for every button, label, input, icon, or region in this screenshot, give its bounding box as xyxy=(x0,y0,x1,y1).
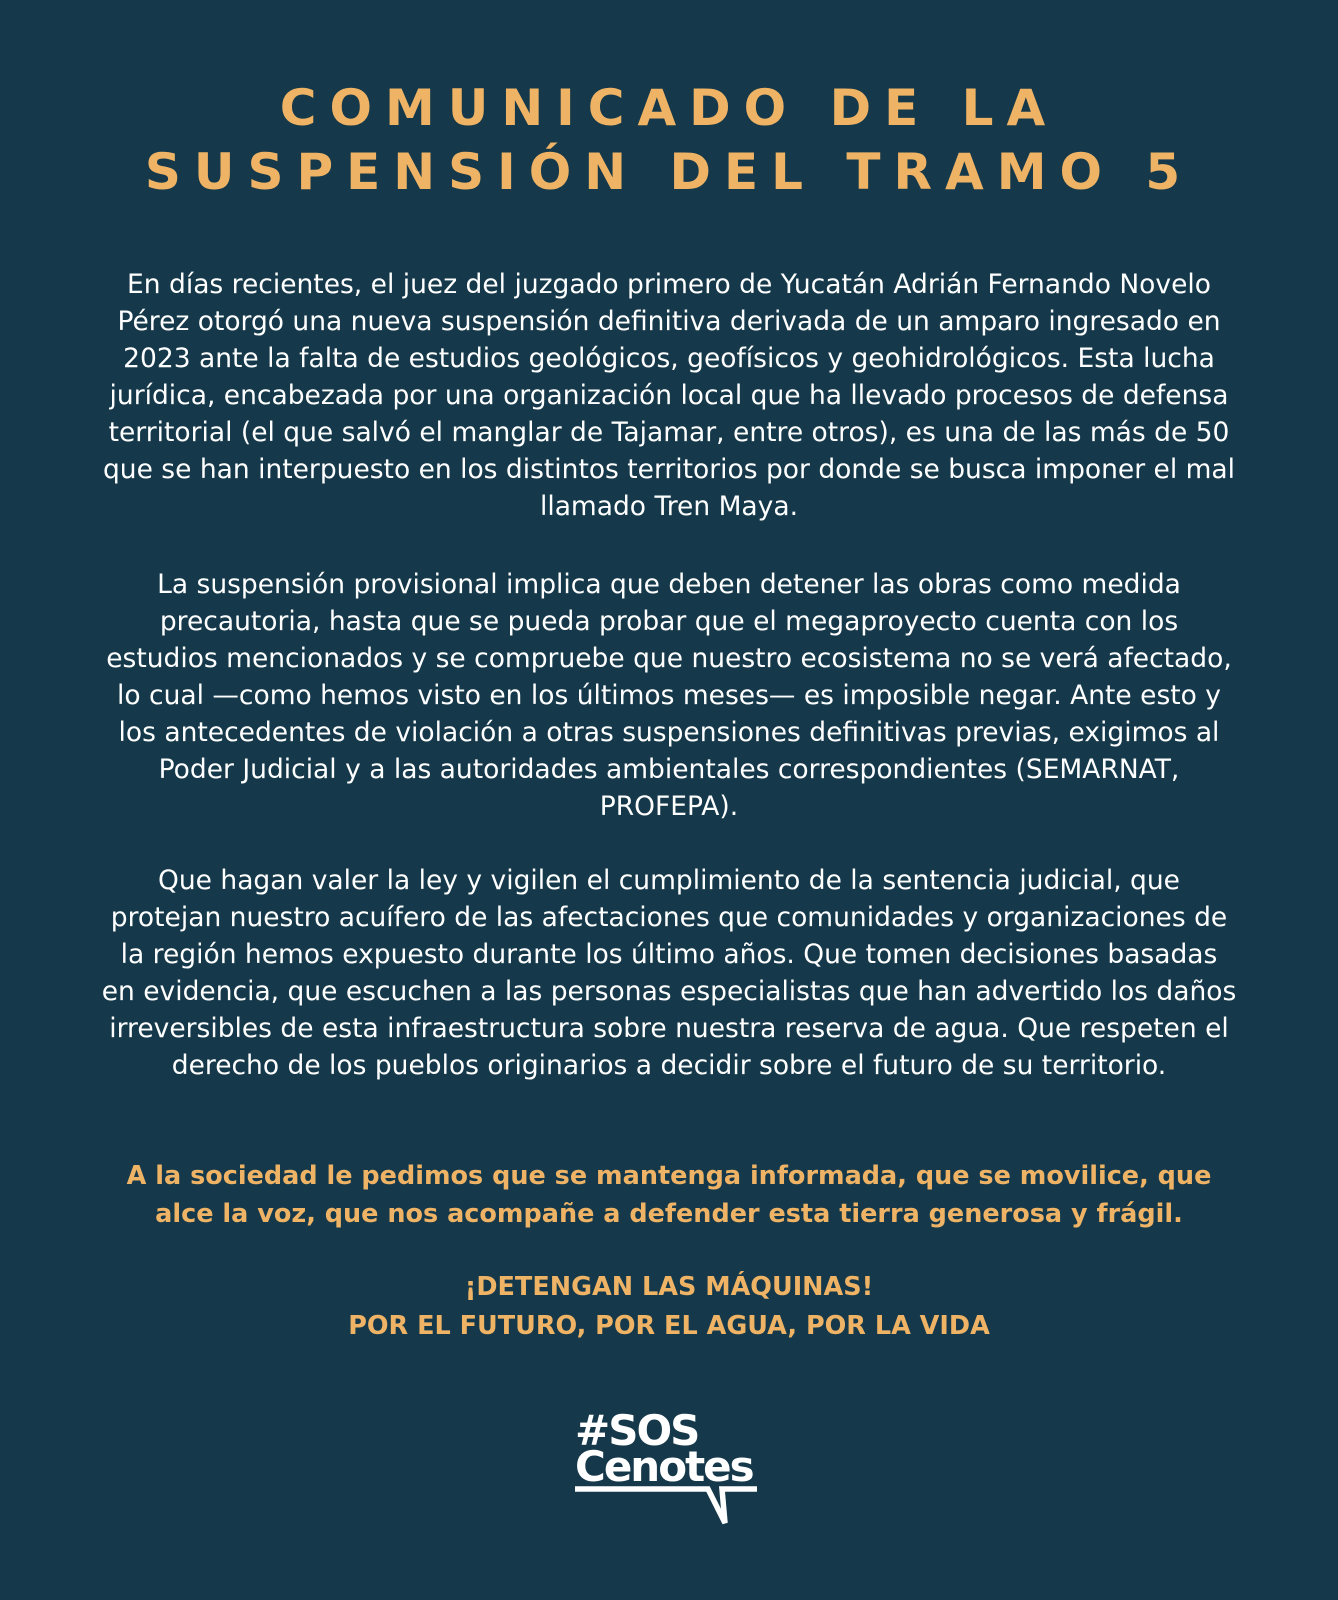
logo-line-1: #SOS xyxy=(575,1406,699,1455)
slogan-line-1: ¡DETENGAN LAS MÁQUINAS! xyxy=(464,1272,874,1302)
paragraph-3: Que hagan valer la ley y vigilen el cumplimiento de la sentencia judicial, que protejan nuestro acuífero de las afectaciones que comunidades y organizaciones de la región hemos expuesto durante los último años. Que tomen decisiones basadas en evidencia, que escuchen a las personas especialistas que han advertido los daños irreversibles de esta infraestructura sobre nuestra reserva de agua. Que respeten el derecho de los pueblos originarios a decidir sobre el futuro de su territorio. xyxy=(101,865,1237,1081)
paragraph-1: En días recientes, el juez del juzgado primero de Yucatán Adrián Fernando Novelo Pérez otorgó una nueva suspensión definitiva derivada de un amparo ingresado en 2023 ante la falta de estudios geológicos, geofísicos y geohidrológicos. Esta lucha jurídica, encabezada por una organización local que ha llevado procesos de defensa territorial (el que salvó el manglar de Tajamar, entre otros), es una de las más de 50 que se han interpuesto en los distintos territorios por donde se busca imponer el mal llamado Tren Maya. xyxy=(102,269,1236,522)
page-title xyxy=(0,76,1338,204)
call-to-society: A la sociedad le pedimos que se mantenga informada, que se movilice, que alce la voz, que nos acompañe a defender esta tierra generosa y frágil. xyxy=(126,1161,1212,1229)
paragraph-2: La suspensión provisional implica que deben detener las obras como medida precautoria, hasta que se pueda probar que el megaproyecto cuenta con los estudios mencionados y se compruebe que nuestro ecosistema no se verá afectado, lo cual —como hemos visto en los últimos meses— es imposible negar. Ante esto y los antecedentes de violación a otras suspensiones definitivas previas, exigimos al Poder Judicial y a las autoridades ambientales correspondientes (SEMARNAT, PROFEPA). xyxy=(106,569,1232,822)
sos-cenotes-logo xyxy=(575,1406,765,1529)
speech-bubble-icon xyxy=(575,1485,765,1529)
slogan-line-2: POR EL FUTURO, POR EL AGUA, POR LA VIDA xyxy=(348,1311,990,1341)
title-line-1: COMUNICADO DE LA xyxy=(279,79,1059,137)
logo-line-2: Cenotes xyxy=(575,1442,753,1491)
title-line-2: SUSPENSIÓN DEL TRAMO 5 xyxy=(144,143,1194,201)
slogan xyxy=(100,1268,1238,1346)
